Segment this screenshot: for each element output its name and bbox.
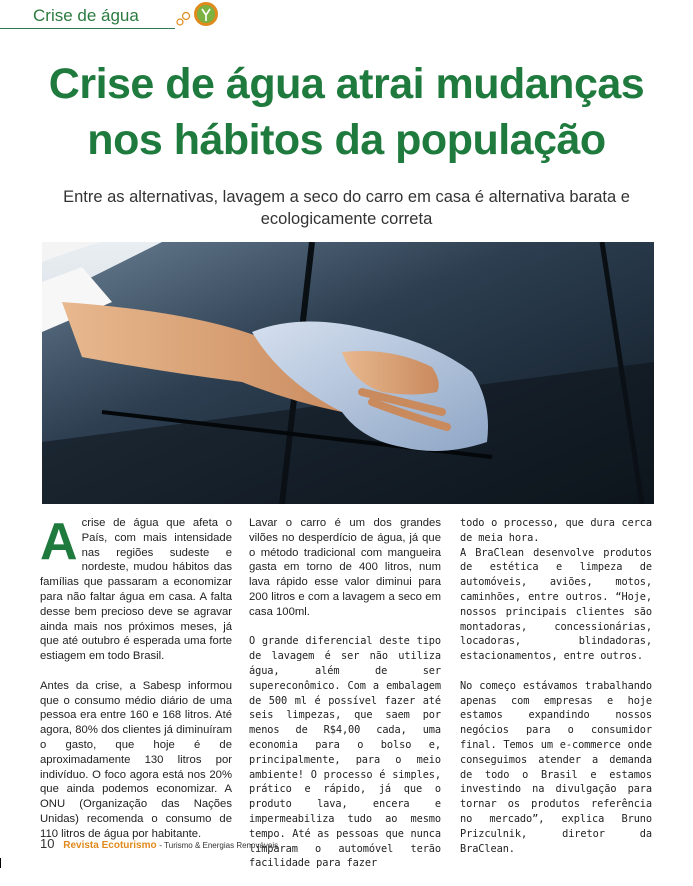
page-number: 10	[40, 836, 55, 851]
paragraph: No começo estávamos trabalhando apenas com empresas e hoje estamos expandindo nossos negócios para o consumidor final. Temos um e-commerce onde conseguimos atender a demanda de todo o Brasil e estamos investindo na divulgação para tornar os produtos referência no mercado”, explica Bruno Prizculnik, diretor da BraClean.	[460, 679, 652, 855]
magazine-name: Revista Ecoturismo	[63, 840, 157, 851]
car-cleaning-photo	[42, 242, 654, 504]
paragraph: todo o processo, que dura cerca de meia hora.	[460, 517, 652, 544]
paragraph: O grande diferencial deste tipo de lavagem é ser não utiliza água, além de ser supereconômico. Com a embalagem de 500 ml é possível fazer até seis limpezas, que saem por menos de R$4,00 cada, uma economia para o bolso e, principalmente, para o meio ambiente! O processo é simples, prático e rápido, já que o produto lava, encera e impermeabiliza tudo ao mesmo tempo. Até as pessoas que nunca limparam o automóvel terão facilidade para fazer	[249, 635, 441, 870]
crop-mark	[0, 858, 7, 868]
section-header	[0, 4, 175, 29]
article-column-3	[460, 516, 652, 871]
article-column-2	[249, 516, 441, 886]
paragraph: Antes da crise, a Sabesp informou que o consumo médio diário de uma pessoa era entre 160 e 168 litros. Até agora, 80% dos clientes já diminuíram o gasto, que hoje é de aproximadamente 130 litros por indivíduo. O foco agora está nos 20% que ainda podemos economizar. A ONU (Organização das Nações Unidas) recomenda o consumo de 110 litros de água por habitante.	[40, 679, 232, 840]
eco-logo-icon	[174, 0, 224, 30]
subtitle: Entre as alternativas, lavagem a seco do carro em casa é alternativa barata e ecologicamente correta	[63, 188, 630, 228]
section-label: Crise de água	[33, 6, 139, 25]
paragraph: A BraClean desenvolve produtos de estética e limpeza de automóveis, aviões, motos, caminhões, entre outros. “Hoje, nossos principais clientes são montadoras, concessionárias, locadoras, blindadoras, estacionamentos, entre outros.	[460, 546, 652, 663]
article-column-1	[40, 513, 232, 856]
paragraph: Acrise de água que afeta o País, com mais intensidade nas regiões sudeste e nordeste, mudou hábitos das famílias que passaram a economizar para não faltar água em casa. A falta desse bem precioso deve se agravar ainda mais nos próximos meses, já que até outubro é esperada uma forte estiagem em todo Brasil.	[40, 513, 232, 663]
page-footer	[40, 836, 278, 851]
magazine-tagline: - Turismo & Energias Renováveis	[159, 841, 279, 850]
headline	[20, 56, 673, 168]
headline-line-2: nos hábitos da população	[87, 116, 606, 164]
paragraph: Lavar o carro é um dos grandes vilões no desperdício de água, já que o método tradicional com mangueira gasta em torno de 400 litros, num lava rápido esse valor diminui para 200 litros e com a lavagem a seco em casa 100ml.	[249, 517, 441, 618]
headline-line-1: Crise de água atrai mudanças	[48, 60, 645, 108]
dropcap: A	[40, 513, 78, 571]
